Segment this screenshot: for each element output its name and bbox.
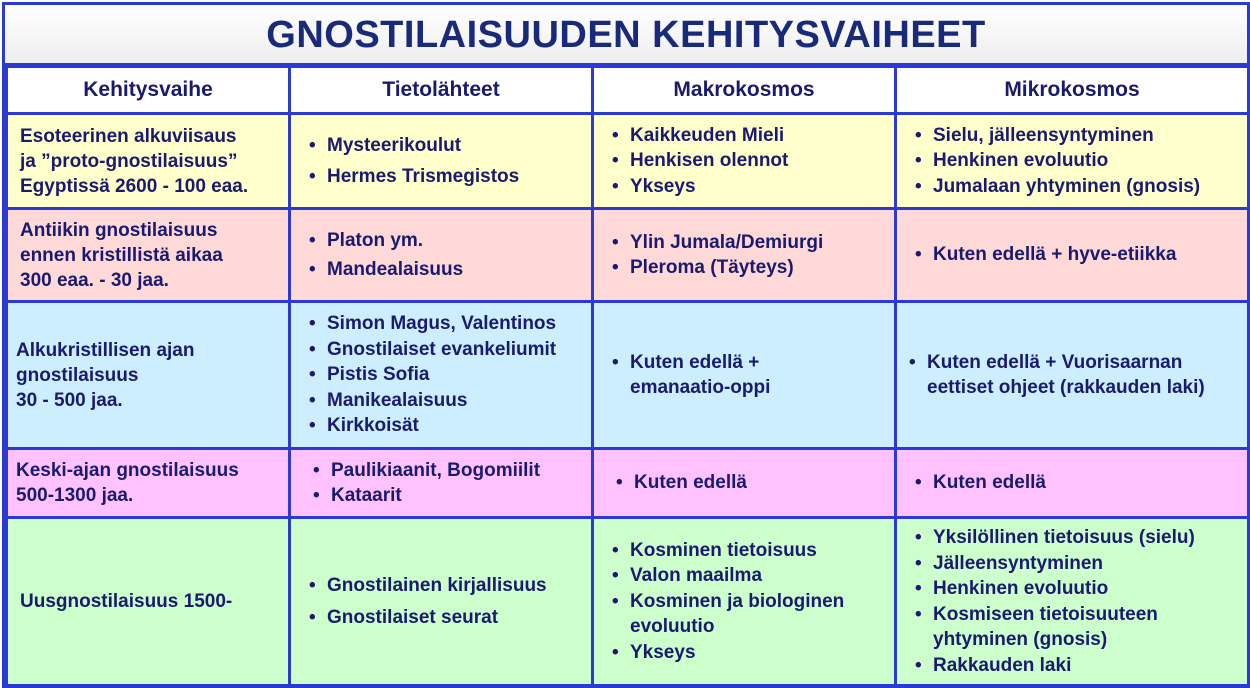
table-row [7,114,1249,209]
list-item: • Jumalaan yhtyminen (gnosis) [915,174,1239,200]
list-item: • Kosmiseen tietoisuuteen yhtyminen (gnosis) [915,602,1239,653]
header-micro: Mikrokosmos [896,67,1249,114]
list-item: • Kirkkoisät [309,413,583,439]
list-item: • Paulikiaanit, Bogomiilit [313,458,583,484]
list-item: • Jälleensyntyminen [915,551,1239,577]
macro-cell [593,209,896,302]
page-title: GNOSTILAISUUDEN KEHITYSVAIHEET [5,5,1247,63]
phases-table [5,65,1250,687]
phase-line: Alkukristillisen ajan [16,339,195,361]
phase-cell [7,114,290,209]
list-item: • Kosminen tietoisuus [612,538,886,564]
micro-cell [896,518,1249,686]
chart-frame [2,2,1250,688]
list-item: • Manikealaisuus [309,388,583,414]
table-row [7,209,1249,302]
list-item: • Henkinen evoluutio [915,148,1239,174]
list-item: • Kaikkeuden Mieli [612,123,886,149]
table-row [7,518,1249,686]
list-item: • Pistis Sofia [309,362,583,388]
sources-cell [290,114,593,209]
list-item: • Gnostilaiset seurat [309,605,583,631]
list-item: • Ylin Jumala/Demiurgi [612,230,886,256]
list-item: • Kuten edellä + emanaatio-oppi [612,350,886,401]
phase-line: 500-1300 jaa. [16,485,134,506]
list-item: • Gnostilainen kirjallisuus [309,573,583,599]
macro-cell [593,449,896,518]
list-item: • Kosminen ja biologinen evoluutio [612,589,886,640]
sources-cell [290,209,593,302]
header-sources: Tietolähteet [290,67,593,114]
phase-line: ja ”proto-gnostilaisuus” [20,150,238,172]
micro-cell [896,114,1249,209]
list-item: • Ykseys [612,640,886,666]
phase-line: Esoteerinen alkuviisaus [20,125,237,147]
phase-line: ennen kristillistä aikaa [20,244,223,266]
list-item: • Sielu, jälleensyntyminen [915,123,1239,149]
list-item: • Hermes Trismegistos [309,164,583,190]
header-row [7,67,1249,114]
phase-line: Antiikin gnostilaisuus [20,219,218,241]
micro-cell [896,209,1249,302]
macro-cell [593,302,896,449]
phase-line: 300 eaa. - 30 jaa. [20,269,169,291]
phase-cell [7,449,290,518]
list-item: • Platon ym. [309,228,583,254]
list-item: • Henkisen olennot [612,148,886,174]
phase-cell [7,302,290,449]
list-item: • Rakkauden laki [915,653,1239,679]
list-item: • Kuten edellä + Vuorisaarnan eettiset ohjeet (rakkauden laki) [909,350,1239,401]
sources-cell [290,302,593,449]
phase-line: Keski-ajan gnostilaisuus [16,460,239,481]
macro-cell [593,114,896,209]
list-item: • Kuten edellä [616,470,886,496]
phase-cell [7,209,290,302]
micro-cell [896,302,1249,449]
list-item: • Yksilöllinen tietoisuus (sielu) [915,525,1239,551]
table-row [7,449,1249,518]
sources-cell [290,449,593,518]
phase-line: Egyptissä 2600 - 100 eaa. [20,175,249,197]
list-item: • Simon Magus, Valentinos [309,311,583,337]
header-macro: Makrokosmos [593,67,896,114]
list-item: • Ykseys [612,174,886,200]
list-item: • Mandealaisuus [309,257,583,283]
sources-cell [290,518,593,686]
list-item: • Kataarit [313,483,583,509]
list-item: • Kuten edellä + hyve-etiikka [915,242,1239,268]
table-row [7,302,1249,449]
list-item: • Pleroma (Täyteys) [612,255,886,281]
phase-line: 30 - 500 jaa. [16,389,123,411]
phase-line: Uusgnostilaisuus 1500- [20,591,233,612]
header-phase: Kehitysvaihe [7,67,290,114]
macro-cell [593,518,896,686]
phase-line: gnostilaisuus [16,364,139,386]
list-item: • Henkinen evoluutio [915,576,1239,602]
list-item: • Mysteerikoulut [309,133,583,159]
micro-cell [896,449,1249,518]
list-item: • Kuten edellä [915,470,1239,496]
list-item: • Valon maailma [612,563,886,589]
list-item: • Gnostilaiset evankeliumit [309,337,583,363]
phase-cell [7,518,290,686]
